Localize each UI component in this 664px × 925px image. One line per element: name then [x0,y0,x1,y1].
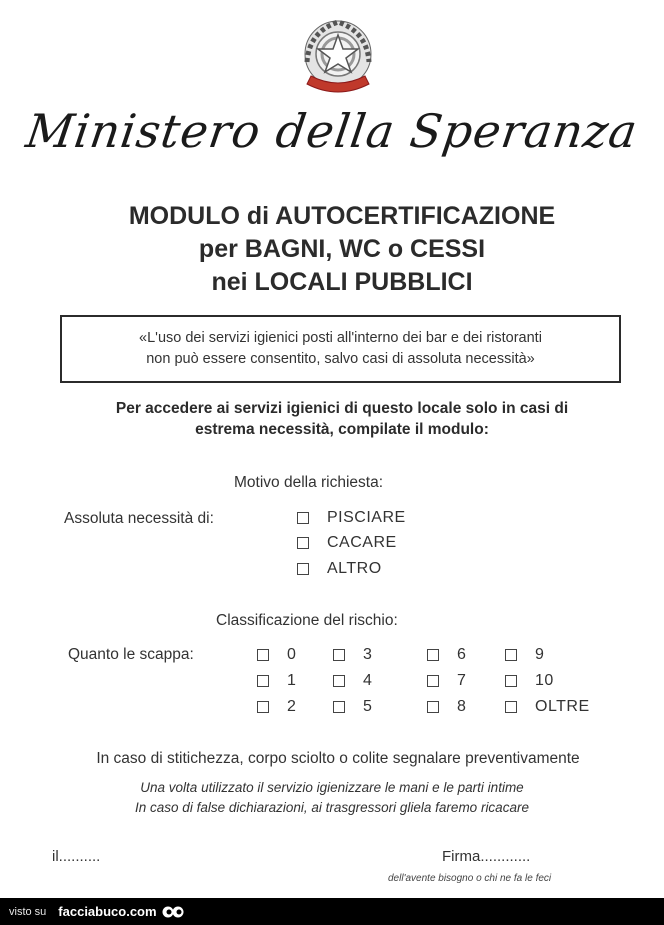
motivo-label: Assoluta necessità di: [64,510,214,527]
option-risk-4[interactable]: 4 [333,672,372,690]
quote-line-2: non può essere consentito, salvo casi di assoluta necessità» [146,351,535,367]
option-altro[interactable]: ALTRO [297,560,382,578]
signature-note: dell'avente bisogno o chi ne fa le feci [388,873,552,884]
republic-emblem-icon [299,14,377,102]
italic-note-1: Una volta utilizzato il servizio igienizzare le mani e le parti intime [140,780,524,795]
title-line-1: MODULO di AUTOCERTIFICAZIONE [128,202,556,230]
footer-bar [0,898,664,925]
checkbox[interactable] [427,649,439,661]
signature-field[interactable]: Firma............ [442,848,531,865]
instructions [0,398,664,440]
option-risk-9[interactable]: 9 [505,646,544,664]
checkbox[interactable] [257,649,269,661]
eyes-logo-icon [162,905,184,919]
option-cacare[interactable]: CACARE [297,534,397,552]
checkbox[interactable] [505,701,517,713]
option-risk-10[interactable]: 10 [505,672,554,690]
checkbox[interactable] [333,675,345,687]
italic-note-2: In caso di false dichiarazioni, ai trasgressori gliela faremo ricacare [135,800,529,815]
option-risk-8[interactable]: 8 [427,698,466,716]
checkbox[interactable] [333,701,345,713]
option-risk-0[interactable]: 0 [257,646,296,664]
quote-box [60,315,621,383]
option-risk-3[interactable]: 3 [333,646,372,664]
checkbox[interactable] [297,512,309,524]
option-risk-5[interactable]: 5 [333,698,372,716]
rischio-title: Classificazione del rischio: [216,612,398,629]
checkbox[interactable] [333,649,345,661]
checkbox[interactable] [257,675,269,687]
footer-visto: visto su [9,905,47,918]
option-risk-oltre[interactable]: OLTRE [505,698,590,716]
checkbox[interactable] [427,675,439,687]
option-pisciare[interactable]: PISCIARE [297,509,406,527]
checkbox[interactable] [257,701,269,713]
form-title [0,200,664,299]
option-risk-7[interactable]: 7 [427,672,466,690]
checkbox[interactable] [427,701,439,713]
constipation-note: In caso di stitichezza, corpo sciolto o colite segnalare preventivamente [96,750,580,767]
footer-site-link[interactable]: facciabuco.com [58,904,157,919]
instructions-line-2: estrema necessità, compilate il modulo: [195,421,489,438]
rischio-label: Quanto le scappa: [68,646,194,663]
checkbox[interactable] [297,563,309,575]
option-risk-2[interactable]: 2 [257,698,296,716]
checkbox[interactable] [297,537,309,549]
instructions-line-1: Per accedere ai servizi igienici di questo locale solo in casi di [115,400,569,417]
title-line-2: per BAGNI, WC o CESSI [198,235,486,263]
ministry-title: Ministero della Speranza [22,104,642,158]
motivo-title: Motivo della richiesta: [234,474,384,491]
title-line-3: nei LOCALI PUBBLICI [211,268,473,296]
checkbox[interactable] [505,675,517,687]
option-risk-6[interactable]: 6 [427,646,466,664]
date-field[interactable]: il.......... [52,848,101,865]
option-risk-1[interactable]: 1 [257,672,296,690]
quote-line-1: «L'uso dei servizi igienici posti all'interno dei bar e dei ristoranti [139,330,542,346]
checkbox[interactable] [505,649,517,661]
